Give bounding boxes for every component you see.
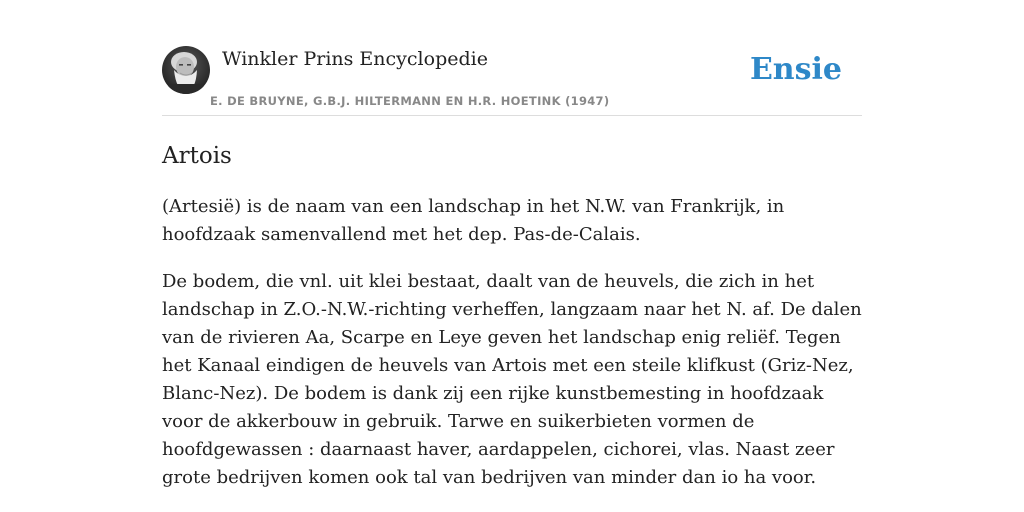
page-container xyxy=(162,46,862,511)
ensie-logo[interactable]: Ensie xyxy=(749,52,842,87)
author-portrait-icon xyxy=(162,46,210,94)
page-header xyxy=(162,46,862,116)
publication-title[interactable]: Winkler Prins Encyclopedie xyxy=(222,48,488,70)
article-title: Artois xyxy=(162,143,232,169)
author-avatar[interactable] xyxy=(162,46,210,94)
article-paragraph-1: (Artesië) is de naam van een landschap in het N.W. van Frankrijk, in hoofdzaak samenvallend met het dep. Pas-de-Calais. xyxy=(162,196,785,245)
article-paragraph-2: De bodem, die vnl. uit klei bestaat, daalt van de heuvels, die zich in het landschap in Z.O.-N.W.-richting verheffen, langzaam naar het N. af. De dalen van de rivieren Aa, Scarpe en Leye geven het landschap enig reliëf. Tegen het Kanaal eindigen de heuvels van Artois met een steile klifkust (Griz-Nez, Blanc-Nez). De bodem is dank zij een rijke kunstbemesting in hoofdzaak voor de akkerbouw in gebruik. Tarwe en suikerbieten vormen de hoofdgewassen : daarnaast haver, aardappelen, cichorei, vlas. Naast zeer grote bedrijven komen ook tal van bedrijven van minder dan io ha voor. xyxy=(162,271,862,488)
authors-line: E. DE BRUYNE, G.B.J. HILTERMANN EN H.R. HOETINK (1947) xyxy=(210,94,610,108)
article-body xyxy=(162,193,862,492)
